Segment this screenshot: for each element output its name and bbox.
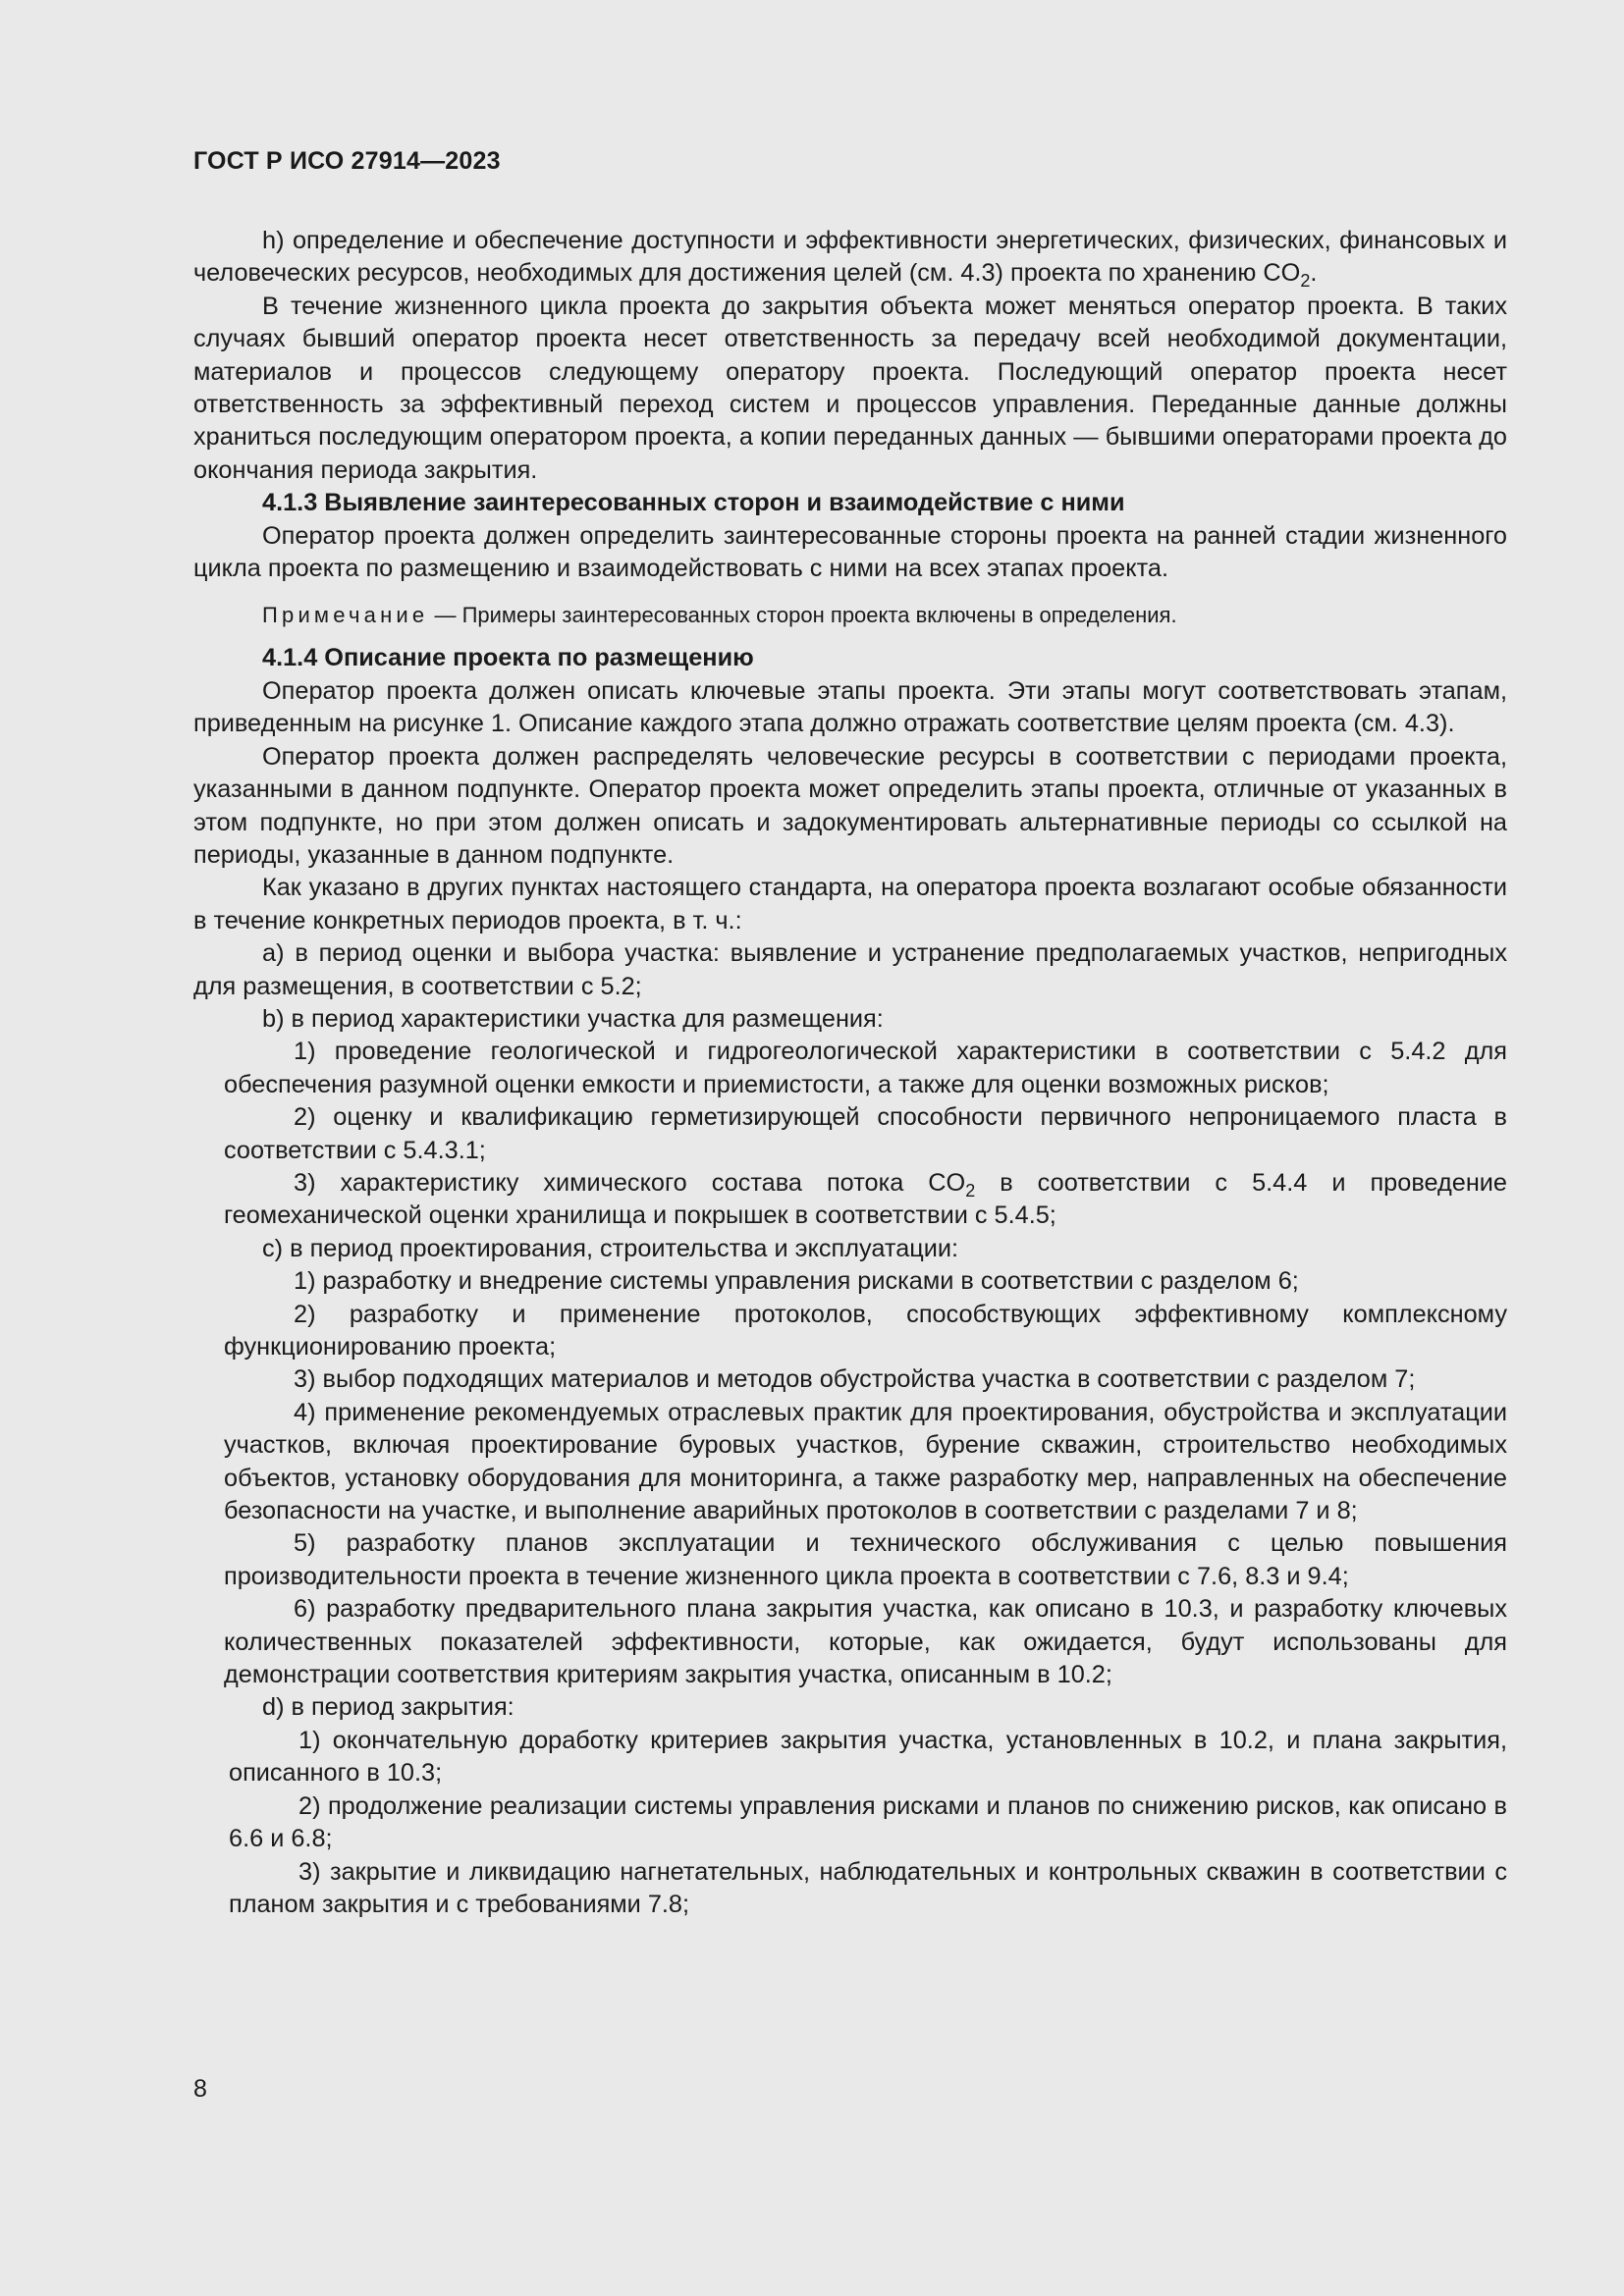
item-h-text: h) определение и обеспечение доступности и эффективности энергетических, физических, финансовых и человеческих ресурсов, необходимых для достижения целей (см. 4.3) проекта по хранению [193, 227, 1507, 288]
list-item-c1: 1) разработку и внедрение системы управления рисками в соответствии с разделом 6; [294, 1267, 1299, 1296]
list-item-a: a) в период оценки и выбора участка: выявление и устранение предполагаемых участков, непригодных для размещения, в соответствии с 5.2; [193, 939, 1507, 1000]
section-heading-4-1-3: 4.1.3 Выявление заинтересованных сторон и взаимодействие с ними [262, 489, 1125, 517]
list-item-c5: 5) разработку планов эксплуатации и технического обслуживания с целью повышения производительности проекта в течение жизненного цикла проекта в соответствии с 7.6, 8.3 и 9.4; [224, 1529, 1507, 1590]
list-item-b1: 1) проведение геологической и гидрогеологической характеристики в соответствии с 5.4.2 для обеспечения разумной оценки емкости и приемистости, а также для оценки возможных рисков; [224, 1038, 1507, 1098]
note-text: — Примеры заинтересованных сторон проекта включены в определения. [428, 603, 1177, 628]
list-item-c2: 2) разработку и применение протоколов, способствующих эффективному комплексному функционированию проекта; [224, 1300, 1507, 1361]
paragraph-stakeholders: Оператор проекта должен определить заинтересованные стороны проекта на ранней стадии жизненного цикла проекта по размещению и взаимодействовать с ними на всех этапах проекта. [193, 521, 1507, 583]
list-item-c6: 6) разработку предварительного плана закрытия участка, как описано в 10.3, и разработку ключевых количественных показателей эффективности, которые, как ожидается, будут использованы для демонстрации соответствия критериям закрытия участка, описанным в 10.2; [224, 1595, 1507, 1689]
note-label: Примечание [262, 603, 429, 628]
list-item-d2: 2) продолжение реализации системы управления рисками и планов по снижению рисков, как описано в 6.6 и 6.8; [229, 1791, 1507, 1853]
page-number: 8 [193, 2075, 207, 2103]
list-item-d3: 3) закрытие и ликвидацию нагнетательных, наблюдательных и контрольных скважин в соответствии с планом закрытия и с требованиями 7.8; [229, 1857, 1507, 1918]
list-item-c4: 4) применение рекомендуемых отраслевых практик для проектирования, обустройства и эксплуатации участков, включая проектирование буровых участков, бурение скважин, строительство необходимых объектов, установку оборудования для мониторинга, а также разработку мер, направленных на обеспечение безопасности на участке, и выполнение аварийных протоколов в соответствии с разделами 7 и 8; [224, 1398, 1507, 1525]
co2-formula: $CO_2$ [1263, 259, 1311, 292]
note [193, 601, 1507, 630]
list-item-c: c) в период проектирования, строительства и эксплуатации: [262, 1234, 959, 1262]
paragraph-operator-change: В течение жизненного цикла проекта до закрытия объекта может меняться оператор проекта. В таких случаях бывший оператор проекта несет ответственность за передачу всей необходимой документации, материалов и процессов следующему оператору проекта. Последующий оператор проекта несет ответственность за эффективный переход систем и процессов управления. Переданные данные должны храниться последующим оператором проекта, а копии переданных данных — бывшими операторами проекта до окончания периода закрытия. [193, 292, 1507, 484]
co2-formula: $CO_2$ [928, 1168, 976, 1201]
section-heading-4-1-4: 4.1.4 Описание проекта по размещению [262, 644, 754, 672]
list-item-b3: 3) характеристику химического состава потока $CO_2$ в соответствии с 5.4.4 и проведение геомеханической оценки хранилища и покрышек в соответствии с 5.4.5; [224, 1168, 1507, 1230]
list-item-c3: 3) выбор подходящих материалов и методов обустройства участка в соответствии с разделом 7; [294, 1365, 1416, 1394]
list-item-b2: 2) оценку и квалификацию герметизирующей способности первичного непроницаемого пласта в соответствии с 5.4.3.1; [224, 1103, 1507, 1164]
list-item-b: b) в период характеристики участка для размещения: [262, 1004, 884, 1033]
paragraph-responsibilities: Как указано в других пунктах настоящего стандарта, на оператора проекта возлагают особые обязанности в течение конкретных периодов проекта, в т. ч.: [193, 874, 1507, 934]
list-item-d1: 1) окончательную доработку критериев закрытия участка, установленных в 10.2, и плана закрытия, описанного в 10.3; [229, 1726, 1507, 1788]
paragraph-key-stages: Оператор проекта должен описать ключевые этапы проекта. Эти этапы могут соответствовать этапам, приведенным на рисунке 1. Описание каждого этапа должно отражать соответствие целям проекта (см. 4.3). [193, 676, 1507, 738]
document-header: ГОСТ Р ИСО 27914—2023 [193, 147, 501, 175]
paragraph-human-resources: Оператор проекта должен распределять человеческие ресурсы в соответствии с периодами проекта, указанными в данном подпункте. Оператор проекта может определить этапы проекта, отличные от указанных в этом подпункте, но при этом должен описать и задокументировать альтернативные периоды со ссылкой на периоды, указанные в данном подпункте. [193, 742, 1507, 869]
list-item-d: d) в период закрытия: [262, 1693, 514, 1722]
list-item-h: h) определение и обеспечение доступности и эффективности энергетических, физических, финансовых и человеческих ресурсов, необходимых для достижения целей (см. 4.3) проекта по хранению $CO_2$. [193, 227, 1507, 292]
document-body [193, 225, 1507, 1921]
